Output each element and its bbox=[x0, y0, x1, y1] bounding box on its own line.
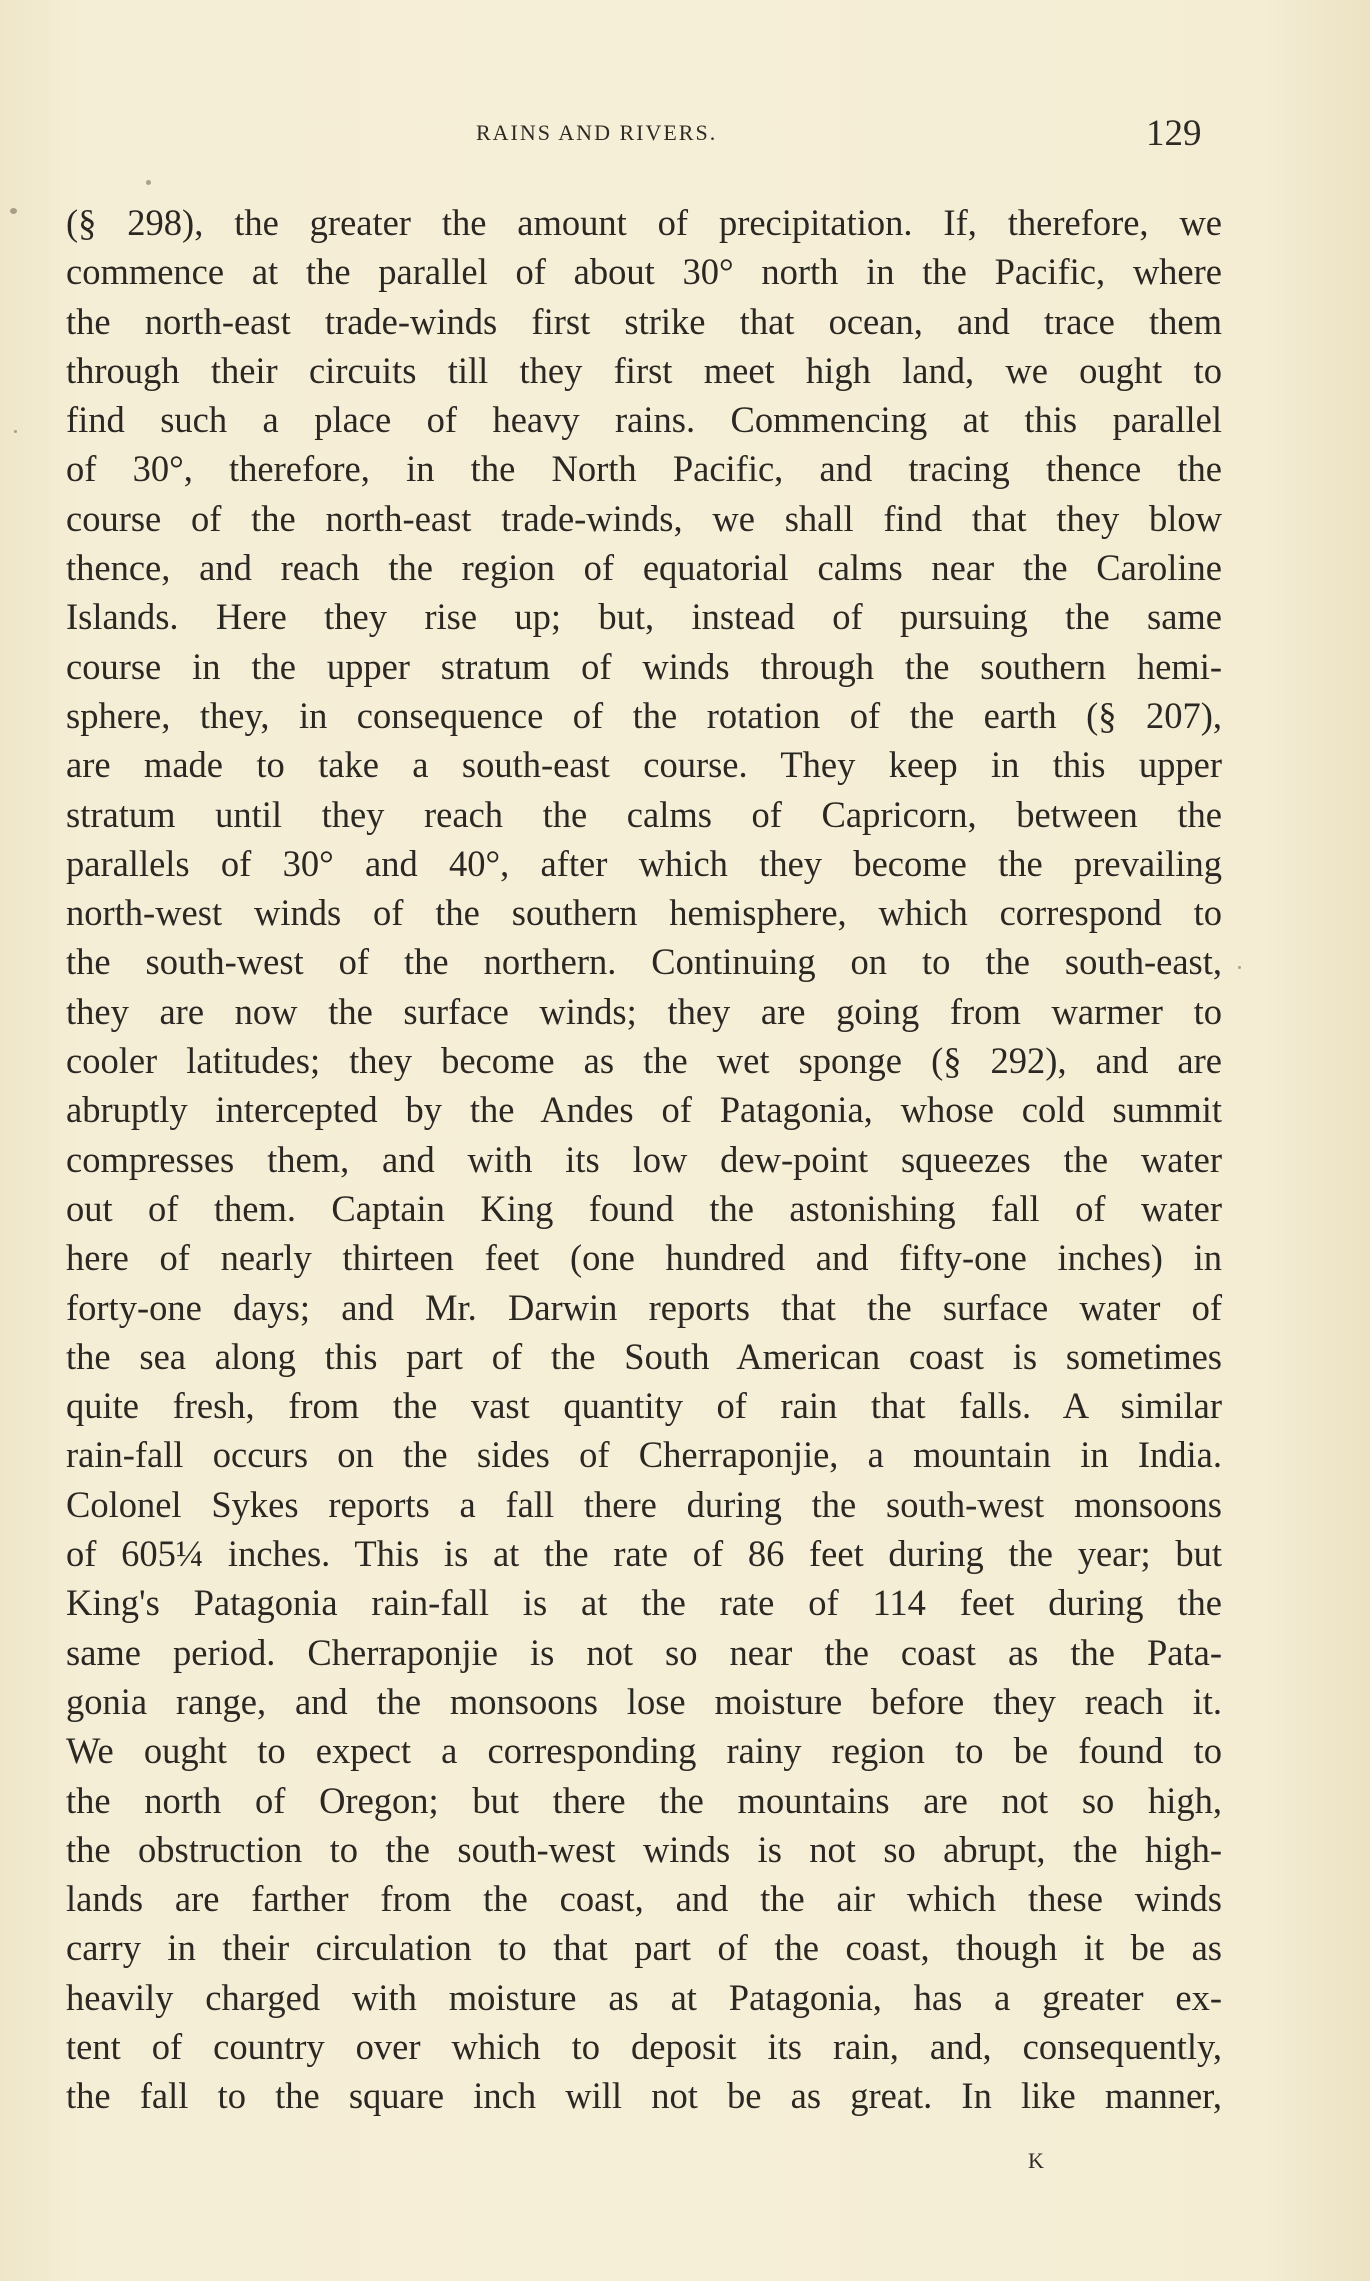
page-number: 129 bbox=[1146, 113, 1202, 154]
text-line: the sea along this part of the South American coast is sometimes bbox=[66, 1335, 1222, 1377]
text-line: of 605¼ inches. This is at the rate of 86 feet during the year; but bbox=[66, 1533, 1222, 1575]
text-line: same period. Cherraponjie is not so near the coast as the Pata- bbox=[66, 1631, 1222, 1673]
text-line: King's Patagonia rain-fall is at the rate of 114 feet during the bbox=[66, 1582, 1222, 1624]
text-line: rain-fall occurs on the sides of Cherraponjie, a mountain in India. bbox=[66, 1434, 1222, 1476]
text-line: find such a place of heavy rains. Commencing at this parallel bbox=[66, 399, 1222, 441]
text-line: the north-east trade-winds first strike that ocean, and trace them bbox=[66, 300, 1222, 342]
text-line: they are now the surface winds; they are going from warmer to bbox=[66, 990, 1222, 1032]
text-line: the south-west of the northern. Continuing on to the south-east, bbox=[66, 941, 1222, 983]
text-line: stratum until they reach the calms of Capricorn, between the bbox=[66, 793, 1222, 835]
text-line: compresses them, and with its low dew-point squeezes the water bbox=[66, 1138, 1222, 1180]
text-line: the obstruction to the south-west winds is not so abrupt, the high- bbox=[66, 1828, 1222, 1870]
text-line: the fall to the square inch will not be as great. In like manner, bbox=[66, 2075, 1222, 2117]
print-speck bbox=[10, 208, 17, 214]
text-line: thence, and reach the region of equatorial calms near the Caroline bbox=[66, 547, 1222, 589]
running-head bbox=[0, 112, 1370, 152]
text-line: course in the upper stratum of winds through the southern hemi- bbox=[66, 645, 1222, 687]
text-line: quite fresh, from the vast quantity of rain that falls. A similar bbox=[66, 1385, 1222, 1427]
body-text bbox=[66, 198, 1222, 2121]
print-speck bbox=[146, 180, 151, 185]
text-line: heavily charged with moisture as at Patagonia, has a greater ex- bbox=[66, 1976, 1222, 2018]
text-line: the north of Oregon; but there the mountains are not so high, bbox=[66, 1779, 1222, 1821]
text-line: gonia range, and the monsoons lose moisture before they reach it. bbox=[66, 1680, 1222, 1722]
text-line: out of them. Captain King found the astonishing fall of water bbox=[66, 1187, 1222, 1229]
text-line: cooler latitudes; they become as the wet sponge (§ 292), and are bbox=[66, 1040, 1222, 1082]
text-line: carry in their circulation to that part of the coast, though it be as bbox=[66, 1927, 1222, 1969]
text-line: north-west winds of the southern hemisphere, which correspond to bbox=[66, 892, 1222, 934]
text-line: here of nearly thirteen feet (one hundred and fifty-one inches) in bbox=[66, 1237, 1222, 1279]
text-line: We ought to expect a corresponding rainy region to be found to bbox=[66, 1730, 1222, 1772]
text-line: (§ 298), the greater the amount of precipitation. If, therefore, we bbox=[66, 202, 1222, 243]
text-line: of 30°, therefore, in the North Pacific, and tracing thence the bbox=[66, 448, 1222, 490]
text-line: forty-one days; and Mr. Darwin reports that the surface water of bbox=[66, 1286, 1222, 1328]
text-line: lands are farther from the coast, and the air which these winds bbox=[66, 1878, 1222, 1920]
text-line: tent of country over which to deposit its rain, and, consequently, bbox=[66, 2025, 1222, 2067]
text-line: are made to take a south-east course. They keep in this upper bbox=[66, 744, 1222, 786]
text-line: sphere, they, in consequence of the rotation of the earth (§ 207), bbox=[66, 694, 1222, 736]
text-line: Islands. Here they rise up; but, instead of pursuing the same bbox=[66, 596, 1222, 638]
running-title: RAINS AND RIVERS. bbox=[476, 120, 718, 145]
text-line: Colonel Sykes reports a fall there during the south-west monsoons bbox=[66, 1483, 1222, 1525]
text-line: course of the north-east trade-winds, we shall find that they blow bbox=[66, 497, 1222, 539]
text-line: through their circuits till they first meet high land, we ought to bbox=[66, 349, 1222, 391]
text-line: parallels of 30° and 40°, after which they become the prevailing bbox=[66, 842, 1222, 884]
text-line: abruptly intercepted by the Andes of Patagonia, whose cold summit bbox=[66, 1089, 1222, 1131]
signature-mark: K bbox=[1028, 2148, 1045, 2173]
print-speck bbox=[1238, 966, 1241, 969]
text-line: commence at the parallel of about 30° north in the Pacific, where bbox=[66, 251, 1222, 293]
print-speck bbox=[14, 430, 17, 433]
